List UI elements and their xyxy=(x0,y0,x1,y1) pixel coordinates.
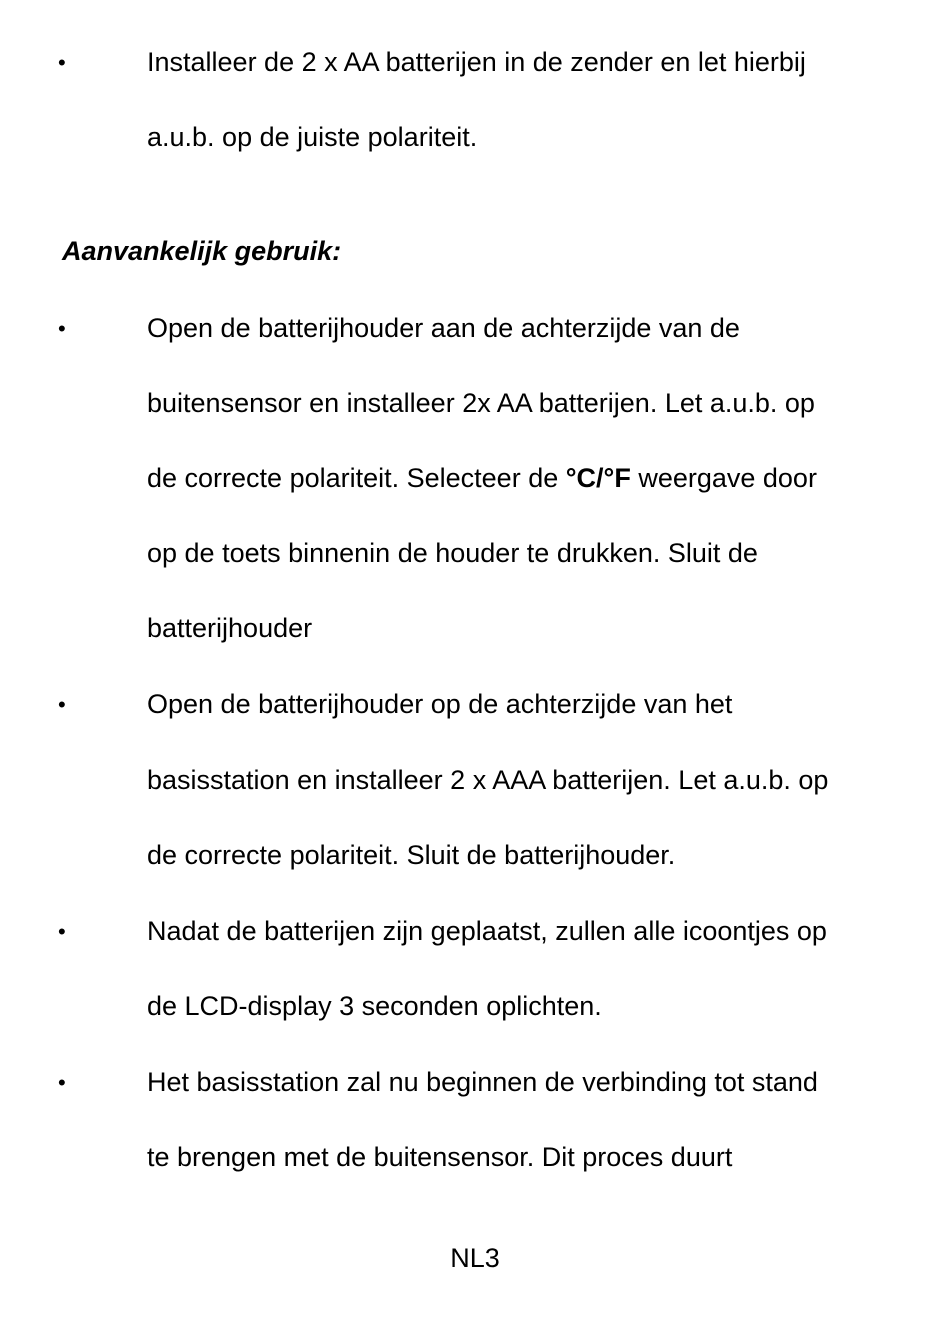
bullet-icon: • xyxy=(58,919,66,944)
list-item-line: de LCD-display 3 seconden oplichten. xyxy=(147,991,602,1021)
list-item-line: Open de batterijhouder aan de achterzijde van de xyxy=(147,313,740,343)
list-item-line: te brengen met de buitensensor. Dit proces duurt xyxy=(147,1142,733,1172)
list-item-line: batterijhouder xyxy=(147,613,313,643)
list-item-line: Het basisstation zal nu beginnen de verbinding tot stand xyxy=(147,1067,818,1097)
text-segment: weergave door xyxy=(630,463,817,493)
list-item-line: Open de batterijhouder op de achterzijde van het xyxy=(147,689,733,719)
section-heading: Aanvankelijk gebruik: xyxy=(62,236,342,266)
paragraph-line: Installeer de 2 x AA batterijen in de zender en let hierbij xyxy=(147,47,806,77)
page-number: NL3 xyxy=(450,1243,500,1273)
bullet-icon: • xyxy=(58,1070,66,1095)
bullet-icon: • xyxy=(58,316,66,341)
list-item-line: Nadat de batterijen zijn geplaatst, zullen alle icoontjes op xyxy=(147,916,827,946)
temperature-unit-label: °C/°F xyxy=(565,463,631,493)
list-item-line xyxy=(147,462,817,494)
bullet-icon: • xyxy=(58,50,66,75)
list-item-line: de correcte polariteit. Sluit de batterijhouder. xyxy=(147,840,676,870)
bullet-icon: • xyxy=(58,692,66,717)
list-item-line: buitensensor en installeer 2x AA batterijen. Let a.u.b. op xyxy=(147,388,815,418)
paragraph-line: a.u.b. op de juiste polariteit. xyxy=(147,122,478,152)
text-segment: de correcte polariteit. Selecteer de xyxy=(147,463,566,493)
list-item-line: op de toets binnenin de houder te drukken. Sluit de xyxy=(147,538,758,568)
list-item-line: basisstation en installeer 2 x AAA batterijen. Let a.u.b. op xyxy=(147,765,829,795)
